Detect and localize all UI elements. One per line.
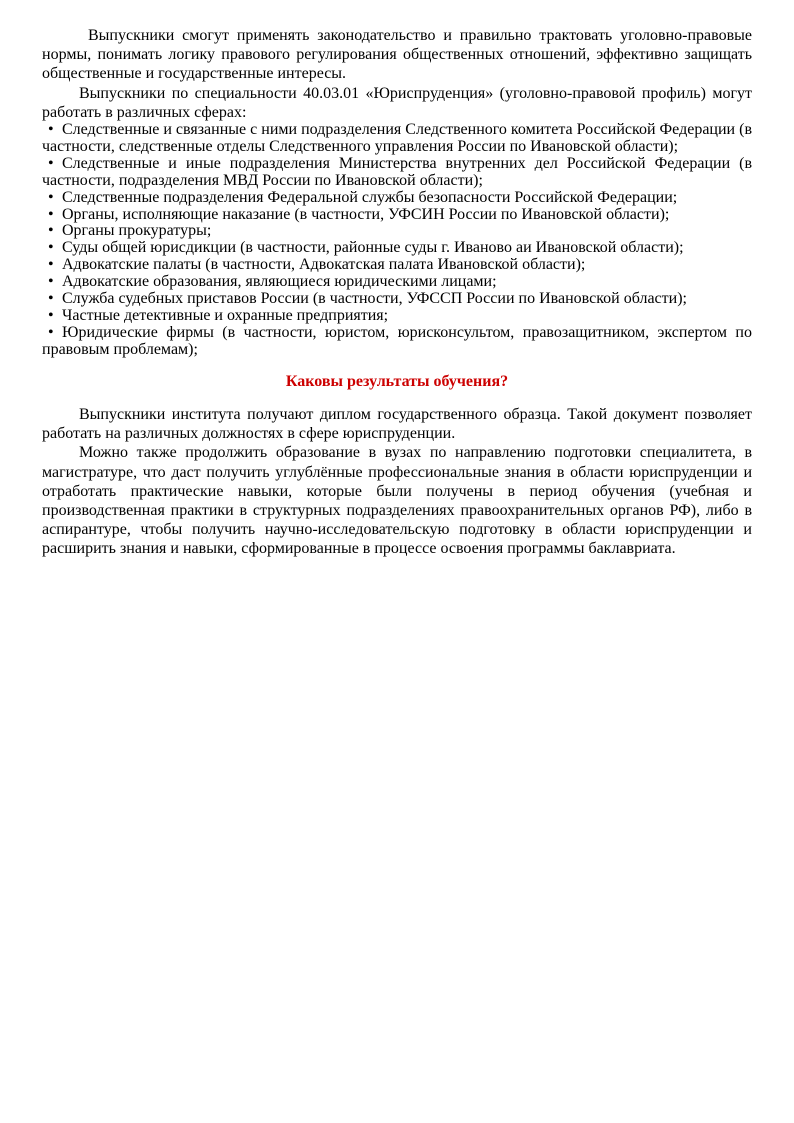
- bullet-icon: •: [48, 188, 54, 206]
- list-item-text: Следственные и иные подразделения Министерства внутренних дел Российской Федерации (в частности, подразделения МВД России по Ивановской области);: [42, 154, 752, 189]
- list-item-text: Адвокатские палаты (в частности, Адвокатская палата Ивановской области);: [62, 256, 586, 274]
- bullet-icon: •: [48, 273, 54, 291]
- list-item-text: Юридические фирмы (в частности, юристом, юрисконсультом, правозащитником, экспертом по правовым проблемам);: [42, 323, 752, 358]
- list-item-text: Частные детективные и охранные предприятия;: [62, 306, 389, 324]
- list-item: [42, 308, 752, 325]
- paragraph-intro-1: Выпускники смогут применять законодательство и правильно трактовать уголовно-правовые нормы, понимать логику правового регулирования общественных отношений, эффективно защищать общественные и государственные интересы.: [42, 27, 752, 83]
- work-spheres-list: [42, 122, 752, 359]
- list-item: [42, 325, 752, 359]
- bullet-icon: •: [48, 290, 54, 308]
- bullet-icon: •: [48, 154, 54, 172]
- bullet-icon: •: [48, 239, 54, 257]
- bullet-icon: •: [48, 256, 54, 274]
- list-item-text: Служба судебных приставов России (в частности, УФССП России по Ивановской области);: [62, 290, 687, 308]
- list-item-text: Органы, исполняющие наказание (в частности, УФСИН России по Ивановской области);: [62, 205, 670, 223]
- list-item: [42, 291, 752, 308]
- list-item-text: Адвокатские образования, являющиеся юридическими лицами;: [62, 273, 497, 291]
- paragraph-results-1: Выпускники института получают диплом государственного образца. Такой документ позволяет работать на различных должностях в сфере юриспруденции.: [42, 405, 752, 443]
- list-item: [42, 274, 752, 291]
- list-item-text: Органы прокуратуры;: [62, 222, 212, 240]
- list-item: [42, 257, 752, 274]
- bullet-icon: •: [48, 121, 54, 139]
- list-item: [42, 207, 752, 224]
- bullet-icon: •: [48, 222, 54, 240]
- bullet-icon: •: [48, 205, 54, 223]
- section-heading-results: Каковы результаты обучения?: [285, 372, 509, 390]
- list-item: [42, 122, 752, 156]
- list-item: [42, 223, 752, 240]
- list-item: [42, 190, 752, 207]
- paragraph-results-2: Можно также продолжить образование в вузах по направлению подготовки специалитета, в магистратуре, что даст получить углублённые профессиональные знания в области юриспруденции и отработать практические навыки, которые были получены в период обучения (учебная и производственная практики в структурных подразделениях правоохранительных органов РФ), либо в аспирантуре, чтобы получить научно-исследовательскую подготовку в области юриспруденции и расширить знания и навыки, сформированные в процессе освоения программы баклавриата.: [42, 444, 752, 558]
- paragraph-intro-2: Выпускники по специальности 40.03.01 «Юриспруденция» (уголовно-правовой профиль) могут работать в различных сферах:: [42, 84, 752, 121]
- bullet-icon: •: [48, 323, 54, 341]
- list-item: [42, 240, 752, 257]
- list-item-text: Суды общей юрисдикции (в частности, районные суды г. Иваново аи Ивановской области);: [62, 239, 684, 257]
- list-item-text: Следственные и связанные с ними подразделения Следственного комитета Российской Федерации (в частности, следственные отделы Следственного управления России по Ивановской области);: [42, 121, 752, 155]
- list-item: [42, 156, 752, 190]
- bullet-icon: •: [48, 306, 54, 324]
- list-item-text: Следственные подразделения Федеральной службы безопасности Российской Федерации;: [62, 188, 678, 206]
